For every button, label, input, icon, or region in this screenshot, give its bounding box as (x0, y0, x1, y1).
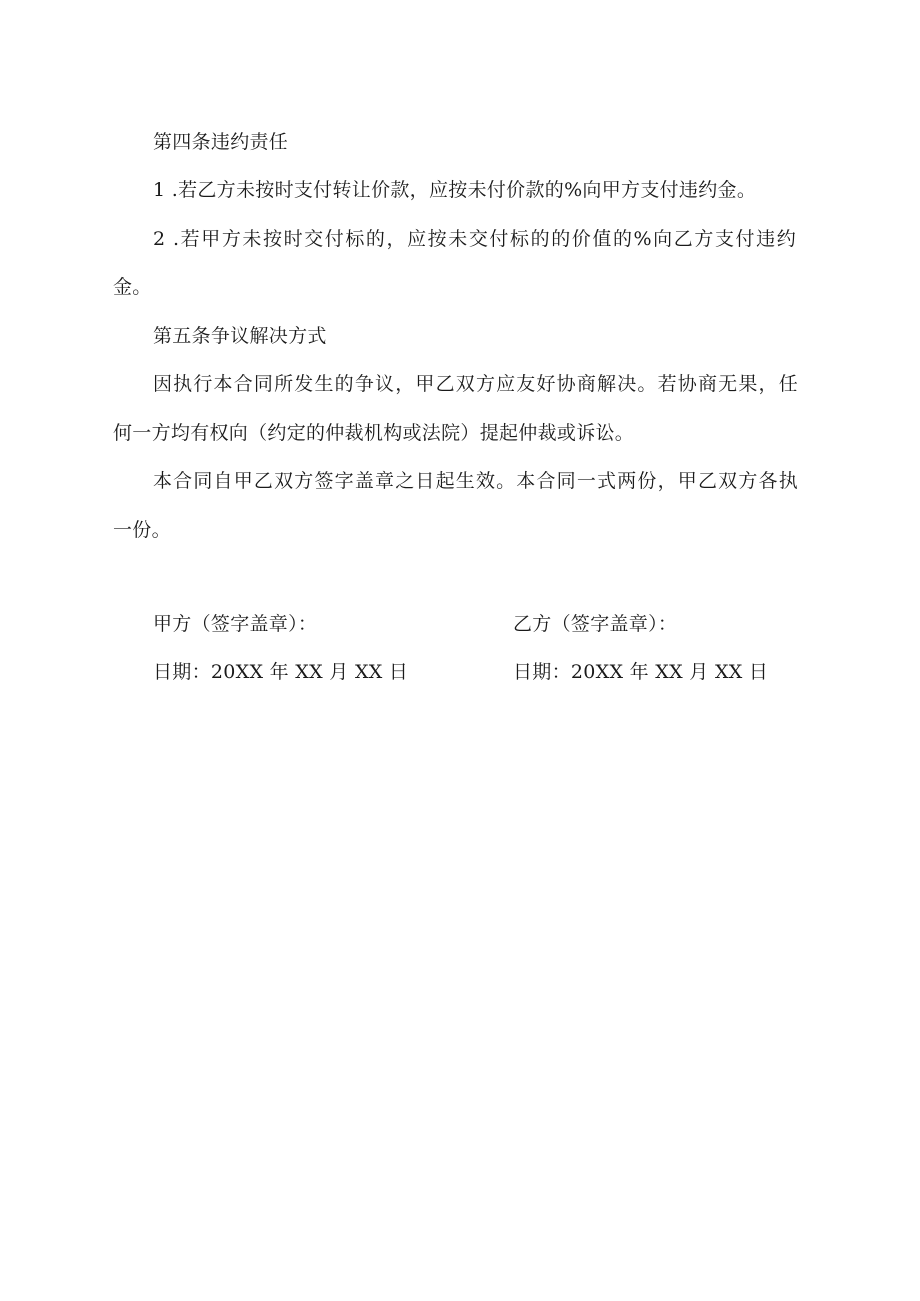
section-4-heading: 第四条违约责任 (153, 131, 289, 153)
section-5-paragraph-line-1: 因执行本合同所发生的争议，甲乙双方应友好协商解决。若协商无果，任 (153, 373, 798, 395)
effect-clause-line-2: 一份。 (113, 519, 171, 541)
effect-clause-line-1: 本合同自甲乙双方签字盖章之日起生效。本合同一式两份，甲乙双方各执 (153, 470, 798, 492)
section-4-item-2-line-1: 2 .若甲方未按时交付标的，应按未交付标的的价值的%向乙方支付违约 (153, 228, 796, 250)
party-a-date: 日期：20XX 年 XX 月 XX 日 (153, 661, 409, 683)
section-4-item-2-line-2: 金。 (113, 276, 152, 298)
section-5-heading: 第五条争议解决方式 (153, 325, 327, 347)
section-4-item-1: 1 .若乙方未按时支付转让价款，应按未付价款的%向甲方支付违约金。 (153, 179, 757, 201)
party-b-date: 日期：20XX 年 XX 月 XX 日 (513, 661, 769, 683)
party-b-signature-label: 乙方（签字盖章）： (513, 613, 678, 635)
section-5-paragraph-line-2: 何一方均有权向（约定的仲裁机构或法院）提起仲裁或诉讼。 (113, 422, 635, 444)
party-a-signature-label: 甲方（签字盖章）： (153, 613, 318, 635)
